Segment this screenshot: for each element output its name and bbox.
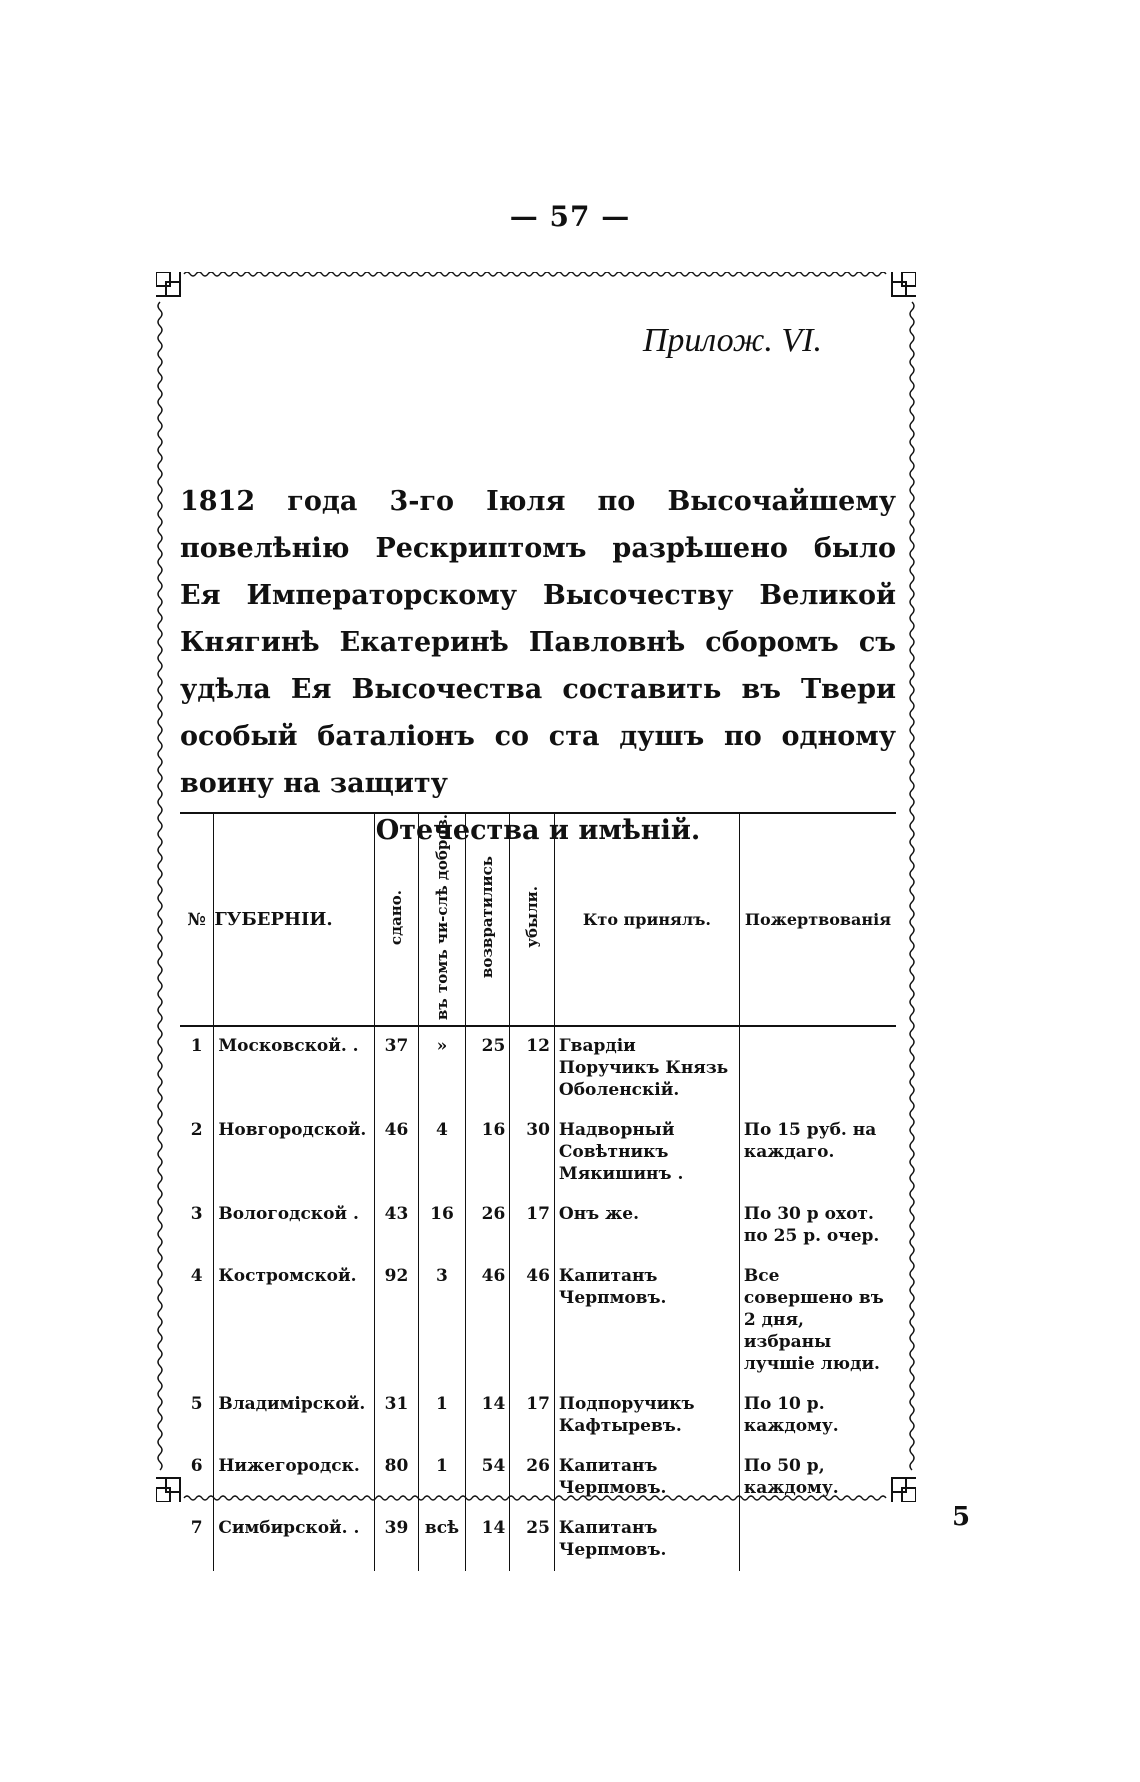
table-row (180, 1111, 896, 1195)
header-province: ГУБЕРНІИ. (214, 813, 374, 1026)
table-row (180, 1447, 896, 1509)
cell-donations (739, 1509, 896, 1571)
cell-donations: По 15 руб. на каждаго. (739, 1111, 896, 1195)
cell-lost: 12 (510, 1026, 555, 1111)
cell-delivered: 31 (374, 1385, 419, 1447)
decree-body: 1812 года 3-го Іюля по Высочайшему повелѣнію Рескриптомъ разрѣшено было Ея Императорскому Высочеству Великой Княгинѣ Екатеринѣ Павловнѣ сборомъ съ удѣла Ея Высочества составить въ Твери особый баталіонъ со ста душъ по одному воину на защиту (180, 486, 896, 799)
cell-volunteers: 16 (419, 1195, 465, 1257)
cell-no: 5 (190, 1394, 203, 1415)
cell-received-by: Подпоручикъ Кафтыревъ. (554, 1385, 739, 1447)
cell-received-by: Капитанъ Черпмовъ. (554, 1509, 739, 1571)
cell-delivered: 92 (374, 1257, 419, 1385)
table-row (180, 1257, 896, 1385)
cell-volunteers: » (419, 1026, 465, 1111)
cell-province: Симбирской. . (214, 1509, 374, 1571)
cell-province: Новгородской. (214, 1111, 374, 1195)
cell-province: Костромской. (214, 1257, 374, 1385)
cell-delivered: 43 (374, 1195, 419, 1257)
cell-province: Владимірской. (214, 1385, 374, 1447)
corner-knot-top-left (156, 272, 180, 296)
cell-received-by: Онъ же. (554, 1195, 739, 1257)
cell-province: Московской. . (214, 1026, 374, 1111)
cell-lost: 30 (510, 1111, 555, 1195)
cell-delivered: 37 (374, 1026, 419, 1111)
cell-lost: 17 (510, 1195, 555, 1257)
header-volunteers: въ томъ чи-слѣ добров. (419, 813, 465, 1026)
cell-donations: Все совершено въ 2 дня, избраны лучшіе люди. (739, 1257, 896, 1385)
cell-returned: 46 (465, 1257, 510, 1385)
cell-province: Вологодской . (214, 1195, 374, 1257)
cell-no: 3 (190, 1204, 203, 1225)
header-received-by: Кто принялъ. (554, 813, 739, 1026)
decree-text (180, 478, 896, 854)
cell-delivered: 46 (374, 1111, 419, 1195)
cell-volunteers: 4 (419, 1111, 465, 1195)
cell-donations: По 10 р. каждому. (739, 1385, 896, 1447)
table-header-row (180, 813, 896, 1026)
cell-province: Нижегородск. (214, 1447, 374, 1509)
cell-returned: 16 (465, 1111, 510, 1195)
header-donations: Пожертвованія (739, 813, 896, 1026)
cell-returned: 54 (465, 1447, 510, 1509)
cell-lost: 17 (510, 1385, 555, 1447)
cell-delivered: 80 (374, 1447, 419, 1509)
cell-returned: 14 (465, 1509, 510, 1571)
cell-received-by: Гвардіи Поручикъ Князь Оболенскій. (554, 1026, 739, 1111)
header-delivered: сдано. (374, 813, 419, 1026)
cell-lost: 25 (510, 1509, 555, 1571)
cell-returned: 26 (465, 1195, 510, 1257)
cell-donations: По 50 р, каждому. (739, 1447, 896, 1509)
table-body (180, 1026, 896, 1571)
cell-received-by: Надворный Совѣтникъ Мякишинъ . (554, 1111, 739, 1195)
corner-knot-bottom-left (156, 1478, 180, 1502)
cell-volunteers: 1 (419, 1385, 465, 1447)
header-no: № (180, 813, 214, 1026)
table-row (180, 1026, 896, 1111)
cell-received-by: Капитанъ Черпмовъ. (554, 1257, 739, 1385)
header-lost: убыли. (510, 813, 555, 1026)
cell-no: 6 (190, 1456, 203, 1477)
cell-lost: 26 (510, 1447, 555, 1509)
page-number: — 57 — (509, 200, 631, 233)
battalion-table (180, 812, 896, 1571)
corner-knot-top-right (892, 272, 916, 296)
cell-delivered: 39 (374, 1509, 419, 1571)
table-row (180, 1509, 896, 1571)
table-row (180, 1385, 896, 1447)
cell-volunteers: всѣ (419, 1509, 465, 1571)
signature-mark: 5 (952, 1502, 971, 1532)
cell-no: 2 (190, 1120, 203, 1141)
cell-volunteers: 1 (419, 1447, 465, 1509)
table-row (180, 1195, 896, 1257)
cell-received-by: Капитанъ Черпмовъ. (554, 1447, 739, 1509)
cell-no: 7 (190, 1518, 203, 1539)
cell-volunteers: 3 (419, 1257, 465, 1385)
cell-returned: 14 (465, 1385, 510, 1447)
cell-donations (739, 1026, 896, 1111)
cell-returned: 25 (465, 1026, 510, 1111)
cell-no: 1 (190, 1036, 203, 1057)
appendix-label: Прилож. VI. (642, 322, 822, 359)
header-returned: возвратились (465, 813, 510, 1026)
cell-lost: 46 (510, 1257, 555, 1385)
cell-no: 4 (190, 1266, 203, 1287)
decree-last-line: Отечества и имѣній. (375, 815, 701, 846)
cell-donations: По 30 р охот. по 25 р. очер. (739, 1195, 896, 1257)
